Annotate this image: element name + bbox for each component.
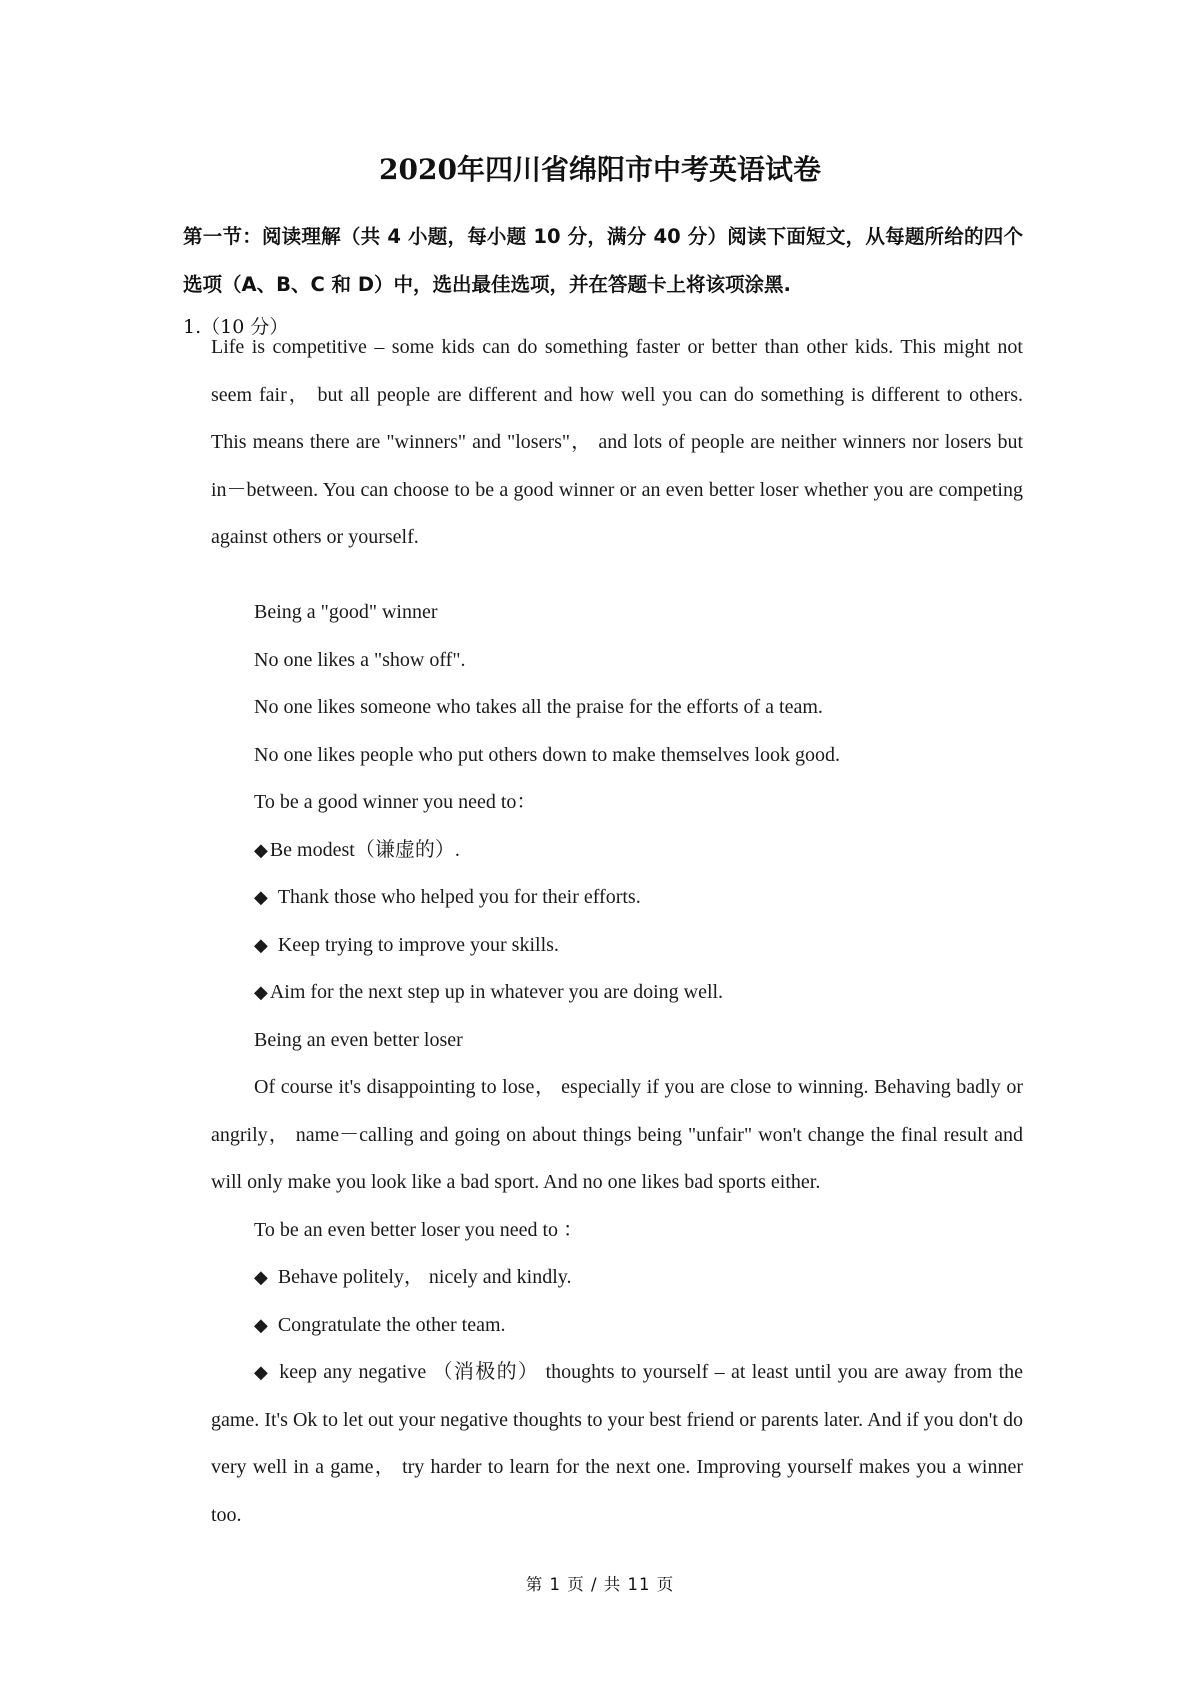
section-heading: 第一节：阅读理解（共 4 小题，每小题 10 分，满分 40 分）阅读下面短文，从每题所给的四个选项（A、B、C 和 D）中，选出最佳选项，并在答题卡上将该项涂黑. xyxy=(183,225,1023,296)
bullet-text: Be modest（谦虚的）. xyxy=(269,838,460,861)
bullet-text: keep any negative （消极的） thoughts to yourself – at least until you are away from the game. It's Ok to let out your negative thoughts to your best friend or parents later. And if you don't do very well in a game， try harder to learn for the next one. Improving yourself makes you a winner too. xyxy=(211,1361,1023,1526)
diamond-bullet-icon: ◆ xyxy=(254,1362,270,1383)
bullet-text: Aim for the next step up in whatever you are doing well. xyxy=(269,981,724,1003)
good-winner-line: No one likes someone who takes all the praise for the efforts of a team. xyxy=(254,696,823,718)
good-winner-intro: To be a good winner you need to： xyxy=(254,791,537,813)
bullet-text: Keep trying to improve your skills. xyxy=(277,933,559,956)
good-winner-heading: Being a "good" winner xyxy=(254,601,438,623)
bullet-text: Congratulate the other team. xyxy=(277,1313,506,1336)
good-winner-line: No one likes people who put others down to make themselves look good. xyxy=(254,743,841,766)
reading-passage xyxy=(211,324,1023,562)
intro-paragraph: Life is competitive – some kids can do something faster or better than other kids. This might not seem fair， but all people are different and how well you can do something is different to others. This means there are "winners" and "losers"， and lots of people are neither winners nor losers but in－between. You can choose to be a good winner or an even better loser whether you are competing against others or yourself. xyxy=(211,336,1023,548)
good-winner-line: No one likes a "show off". xyxy=(254,648,466,671)
question-number: 1.（10 分） xyxy=(183,316,289,338)
diamond-bullet-icon: ◆ xyxy=(254,887,268,908)
diamond-bullet-icon: ◆ xyxy=(254,839,268,861)
bullet-text: Behave politely， nicely and kindly. xyxy=(277,1266,572,1288)
bullet-item xyxy=(211,969,1023,1017)
bullet-item xyxy=(211,922,1023,970)
better-loser-paragraph: Of course it's disappointing to lose， especially if you are close to winning. Behaving badly or angrily， name－calling and going on about things being "unfair" won't change the final result and will only make you look like a bad sport. And no one likes bad sports either. xyxy=(211,1076,1023,1193)
good-winner-block xyxy=(211,589,1023,1064)
bullet-item xyxy=(211,827,1023,875)
bullet-text: Thank those who helped you for their efforts. xyxy=(277,886,641,908)
bullet-paragraph xyxy=(211,1349,1023,1539)
diamond-bullet-icon: ◆ xyxy=(254,934,268,956)
page-title: 2020年四川省绵阳市中考英语试卷 xyxy=(379,153,821,186)
bullet-item xyxy=(211,1302,1023,1350)
bullet-item xyxy=(211,874,1023,922)
diamond-bullet-icon: ◆ xyxy=(254,982,268,1003)
diamond-bullet-icon: ◆ xyxy=(254,1267,268,1288)
page-footer: 第 1 页 / 共 11 页 xyxy=(525,1575,675,1594)
diamond-bullet-icon: ◆ xyxy=(254,1314,268,1336)
better-loser-heading: Being an even better loser xyxy=(254,1028,463,1051)
bullet-item xyxy=(211,1254,1023,1302)
better-loser-block xyxy=(211,1064,1023,1539)
better-loser-intro: To be an even better loser you need to ： xyxy=(254,1218,584,1241)
